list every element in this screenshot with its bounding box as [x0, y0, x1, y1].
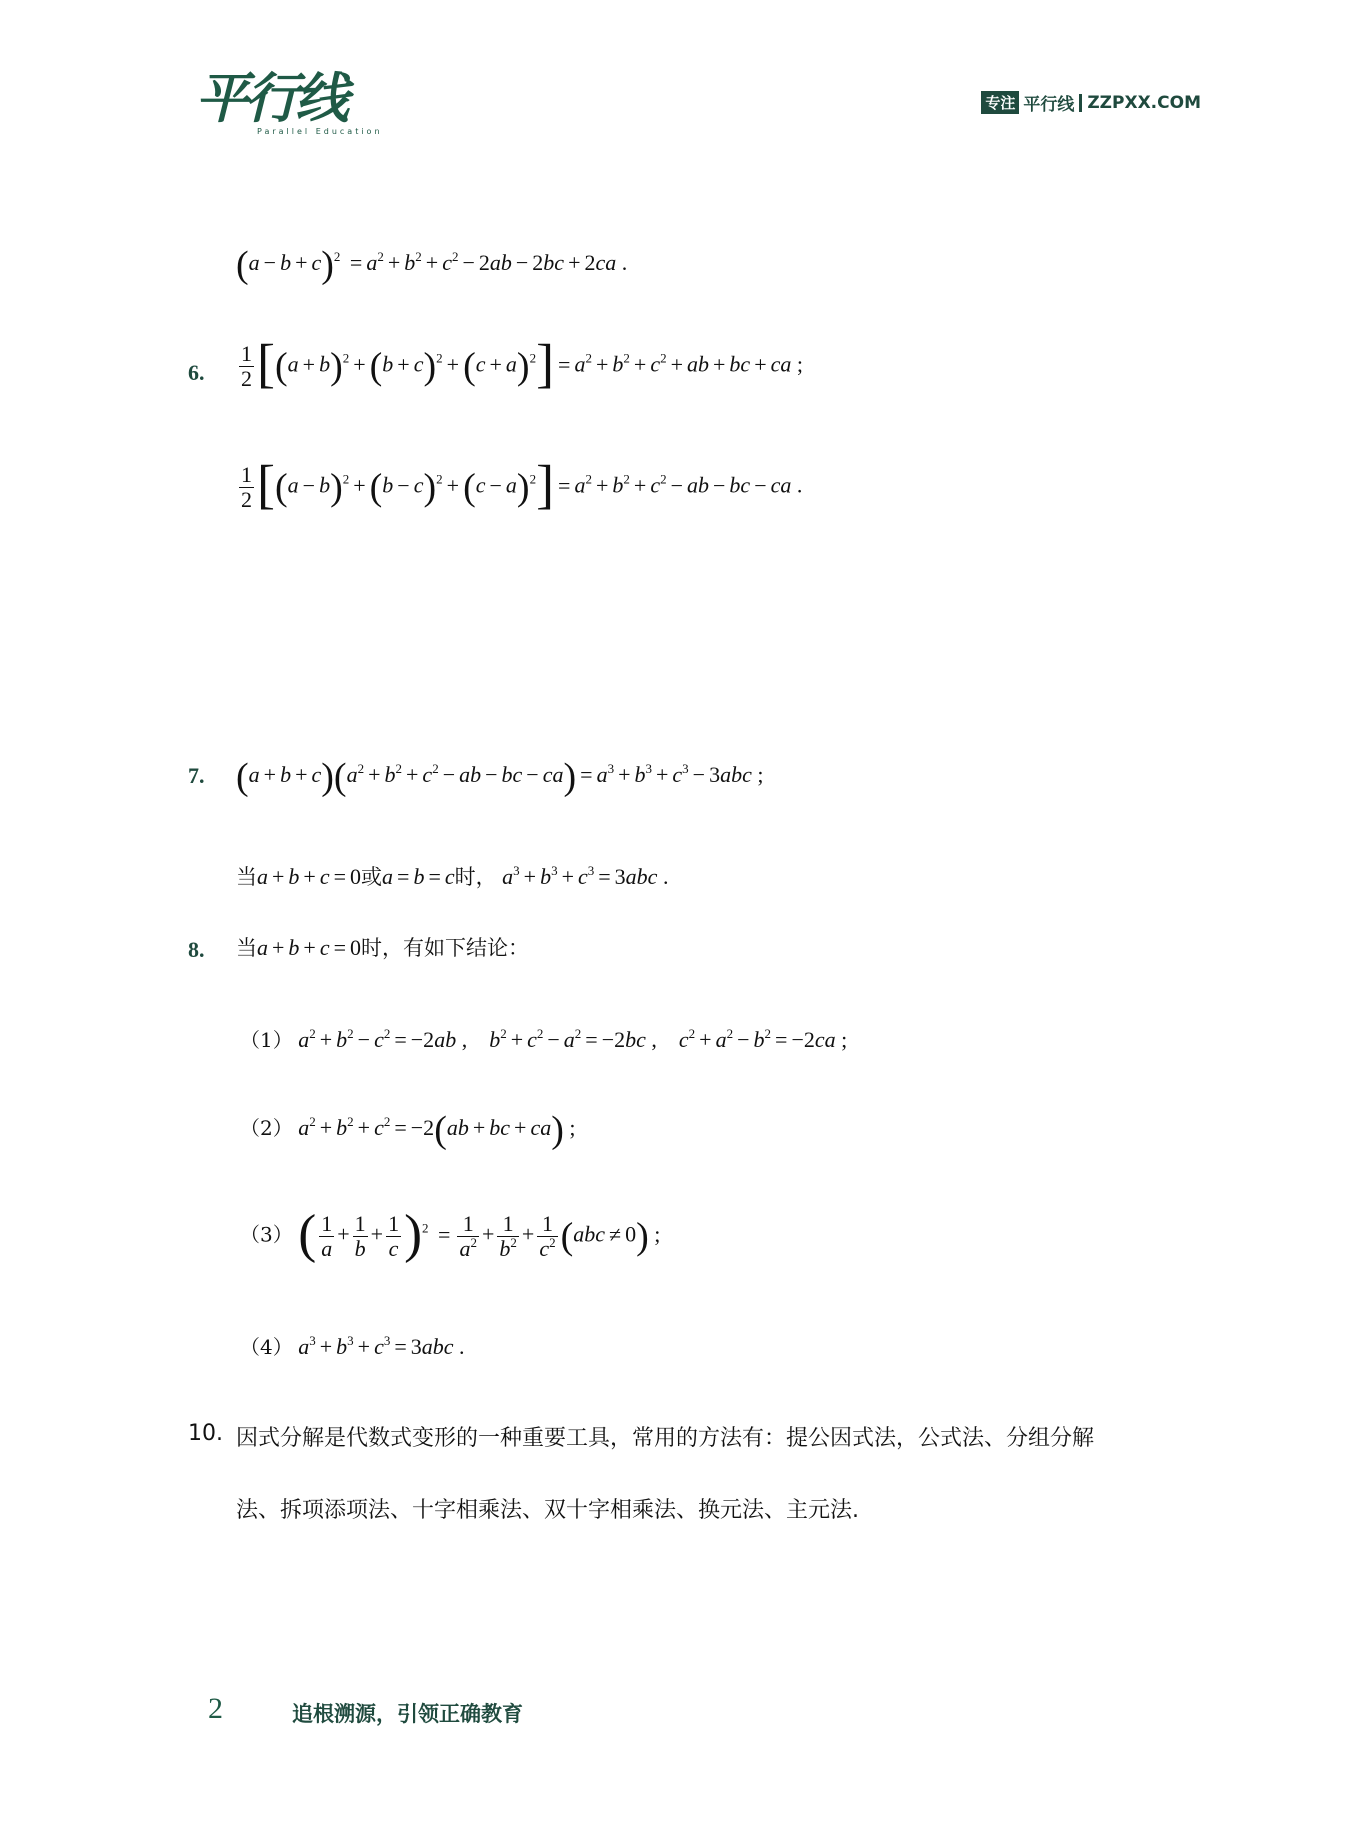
- footer-slogan: 追根溯源，引领正确教育: [292, 1702, 523, 1726]
- item-number-10: 10.: [188, 1421, 223, 1446]
- logo-english-text: Parallel Education: [257, 127, 383, 136]
- text-time: 时，: [454, 865, 497, 889]
- formula-8-3: （3） ( $\frac{1}{a}$ + $\frac{1}{b}$ + $\frac{1}{c}$ )$^2$ = $\frac{1}{a^2}$ + $\frac{1}{b^2}$ + $\frac{1}{c^2}$ (abc ≠ 0) ;: [240, 1203, 661, 1264]
- formula-8-2: （2） $a^2 + b^2 + c^2 = -2(ab$ + bc + ca) ;: [240, 1109, 576, 1151]
- header-brand: 平行线: [1023, 95, 1075, 115]
- logo-chinese-text: 平行线: [195, 67, 345, 130]
- formula-a-minus-b-plus-c-squared: $(a - b + c)^2 = a^2 + b^2 + c^2 - 2ab - 2bc + 2ca$ .: [236, 244, 628, 286]
- text-when: 当: [236, 865, 257, 889]
- text-item8-conclusion: 时，有如下结论：: [361, 936, 530, 960]
- formula-8-4: （4） $a^3 + b^3 + c^3 = 3abc$ .: [240, 1333, 465, 1359]
- item-10-line-1: 因式分解是代数式变形的一种重要工具，常用的方法有：提公因式法，公式法、分组分解: [236, 1426, 1095, 1451]
- brand-logo: [195, 67, 395, 140]
- header-site-url: ZZPXX.COM: [1087, 92, 1201, 113]
- text-or: 或: [361, 865, 383, 889]
- item-number-7: 7.: [188, 763, 205, 788]
- label-2: （2）: [240, 1116, 293, 1140]
- page-number: 2: [208, 1692, 223, 1725]
- formula-7-condition: 当a + b + c = 0或a = b = c时， $a^3 + b^3 + c^3 = 3abc$ .: [236, 863, 669, 889]
- formula-6-difference: $\frac{1}{2}$ $[(a - b)^2 + (b - c)^2 + (c - a)^2] = a^2 + b^2 + c^2$ − ab − bc − ca .: [241, 454, 803, 515]
- label-1: （1）: [240, 1028, 293, 1052]
- item-number-8: 8.: [188, 937, 205, 962]
- formula-8-1: （1） $a^2 + b^2 - c^2 = -2ab$ , $b^2 + c^2 - a^2 = -2bc$ , $c^2 + a^2 - b^2 = -2ca$ ;: [240, 1026, 848, 1052]
- label-4: （4）: [240, 1335, 293, 1359]
- label-3: （3）: [240, 1222, 293, 1247]
- formula-6-sum: $\frac{1}{2}$ $[(a + b)^2 + (b + c)^2 + (c + a)^2] = a^2 + b^2 + c^2$ + ab + bc + ca ;: [241, 333, 803, 394]
- formula-7-sum-of-cubes: $(a + b + c)(a^2 + b^2 + c^2$ − ab − bc − $ca) = a^3 + b^3 + c^3 - 3abc$ ;: [236, 756, 764, 798]
- header-divider: [1079, 94, 1082, 112]
- header-badge: 专注: [981, 91, 1019, 114]
- text-when-8: 当: [236, 936, 257, 960]
- item-8-intro: 当a + b + c = 0时，有如下结论：: [236, 935, 530, 960]
- header-site-tag: [981, 90, 1201, 115]
- item-10-line-2: 法、拆项添项法、十字相乘法、双十字相乘法、换元法、主元法.: [236, 1498, 859, 1523]
- item-number-6: 6.: [188, 360, 205, 385]
